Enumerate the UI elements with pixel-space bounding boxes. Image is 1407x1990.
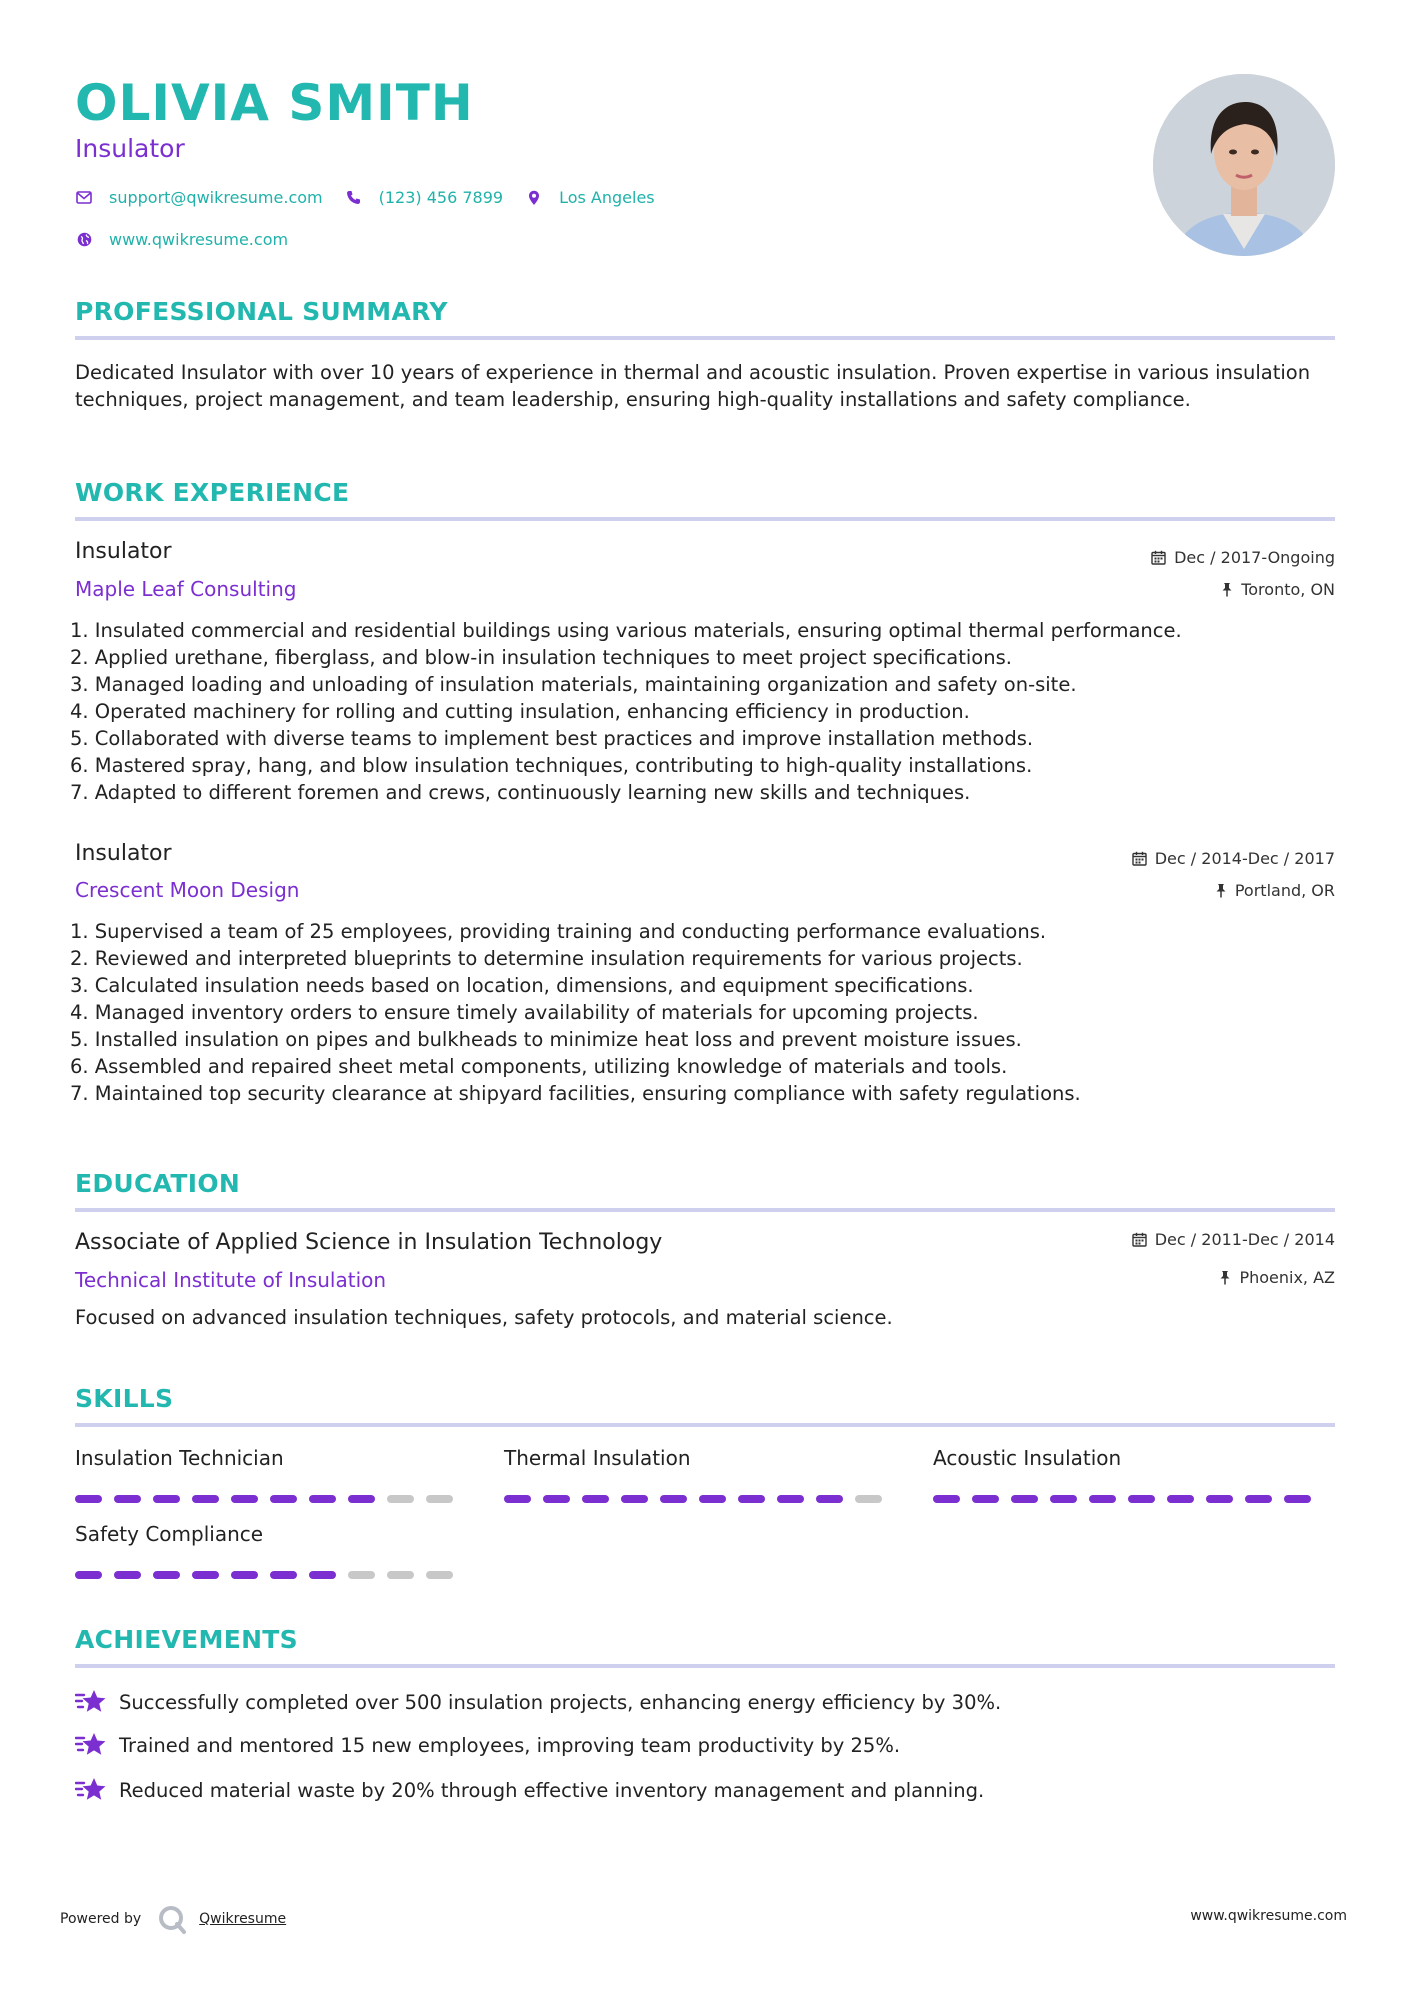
- list-item: 4. Managed inventory orders to ensure timely availability of materials for upcoming projects.: [70, 1001, 979, 1024]
- skill-segment-filled: [504, 1495, 531, 1503]
- skill-name: Safety Compliance: [75, 1522, 264, 1546]
- footer-powered-by: [60, 1904, 286, 1934]
- company-name: Maple Leaf Consulting: [75, 577, 297, 601]
- job-location: [1221, 580, 1335, 599]
- globe-icon: [75, 231, 93, 249]
- achievement-text: Successfully completed over 500 insulation projects, enhancing energy efficiency by 30%.: [119, 1690, 1002, 1714]
- pushpin-icon: [1221, 582, 1233, 597]
- calendar-icon: [1132, 851, 1147, 866]
- summary-heading: PROFESSIONAL SUMMARY: [75, 297, 448, 326]
- skill-segment-filled: [738, 1495, 765, 1503]
- achievements-divider: [75, 1664, 1335, 1668]
- job-location-text: Portland, OR: [1234, 881, 1335, 900]
- qwikresume-logo-icon: [157, 1904, 187, 1934]
- school-name: Technical Institute of Insulation: [75, 1268, 387, 1292]
- achievement-text: Reduced material waste by 20% through effective inventory management and planning.: [119, 1778, 985, 1802]
- education-dates: [1132, 1230, 1335, 1249]
- skill-segment-filled: [660, 1495, 687, 1503]
- skill-segment-filled: [699, 1495, 726, 1503]
- skill-segment-filled: [1206, 1495, 1233, 1503]
- calendar-icon: [1151, 550, 1166, 565]
- skills-divider: [75, 1423, 1335, 1427]
- skill-segment-filled: [816, 1495, 843, 1503]
- education-location: [1219, 1268, 1335, 1287]
- skill-segment-filled: [231, 1495, 258, 1503]
- skill-segment-empty: [387, 1495, 414, 1503]
- calendar-icon: [1132, 1232, 1147, 1247]
- skill-segment-filled: [933, 1495, 960, 1503]
- skills-heading: SKILLS: [75, 1384, 174, 1413]
- skill-segment-filled: [192, 1571, 219, 1579]
- degree-title: Associate of Applied Science in Insulation Technology: [75, 1230, 663, 1255]
- list-item: 5. Collaborated with diverse teams to implement best practices and improve installation methods.: [70, 727, 1034, 750]
- list-item: 4. Operated machinery for rolling and cutting insulation, enhancing efficiency in production.: [70, 700, 970, 723]
- skill-segment-filled: [777, 1495, 804, 1503]
- skill-segment-filled: [75, 1571, 102, 1579]
- skill-segment-filled: [114, 1495, 141, 1503]
- list-item: 2. Applied urethane, fiberglass, and blow-in insulation techniques to meet project specifications.: [70, 646, 1012, 669]
- achievement-text: Trained and mentored 15 new employees, improving team productivity by 25%.: [119, 1733, 901, 1757]
- job-title: Insulator: [75, 539, 172, 564]
- skill-segment-filled: [582, 1495, 609, 1503]
- email-link[interactable]: support@qwikresume.com: [109, 188, 323, 207]
- job-title: Insulator: [75, 841, 172, 866]
- skill-segment-empty: [426, 1495, 453, 1503]
- list-item: 7. Maintained top security clearance at shipyard facilities, ensuring compliance with safety regulations.: [70, 1082, 1081, 1105]
- skill-segment-filled: [972, 1495, 999, 1503]
- skill-segment-empty: [426, 1571, 453, 1579]
- achievement-item: [75, 1688, 1001, 1716]
- job-bullet-list: [70, 918, 1340, 1107]
- experience-heading: WORK EXPERIENCE: [75, 478, 350, 507]
- skill-segment-filled: [153, 1495, 180, 1503]
- star-icon: [75, 1688, 107, 1716]
- location-text: Los Angeles: [559, 188, 655, 207]
- list-item: 3. Calculated insulation needs based on location, dimensions, and equipment specifications.: [70, 974, 974, 997]
- list-item: 1. Insulated commercial and residential buildings using various materials, ensuring optimal thermal performance.: [70, 619, 1182, 642]
- skill-segment-filled: [231, 1571, 258, 1579]
- list-item: 6. Assembled and repaired sheet metal components, utilizing knowledge of materials and tools.: [70, 1055, 1008, 1078]
- education-divider: [75, 1208, 1335, 1212]
- skill-segment-filled: [543, 1495, 570, 1503]
- experience-divider: [75, 517, 1335, 521]
- skill-name: Acoustic Insulation: [933, 1446, 1122, 1470]
- skill-level-bar: [504, 1495, 894, 1503]
- achievements-heading: ACHIEVEMENTS: [75, 1625, 298, 1654]
- job-location: [1215, 881, 1335, 900]
- email-icon: [75, 189, 93, 207]
- skill-segment-empty: [387, 1571, 414, 1579]
- achievement-item: [75, 1731, 900, 1759]
- list-item: 2. Reviewed and interpreted blueprints to determine insulation requirements for various projects.: [70, 947, 1023, 970]
- pushpin-icon: [1219, 1270, 1231, 1285]
- list-item: 7. Adapted to different foremen and crews, continuously learning new skills and techniques.: [70, 781, 971, 804]
- list-item: 1. Supervised a team of 25 employees, providing training and conducting performance evaluations.: [70, 920, 1047, 943]
- skill-segment-filled: [192, 1495, 219, 1503]
- skill-segment-filled: [1128, 1495, 1155, 1503]
- skill-segment-filled: [153, 1571, 180, 1579]
- contact-row-primary: [75, 188, 677, 207]
- phone-icon: [345, 189, 363, 207]
- skill-segment-filled: [270, 1495, 297, 1503]
- skill-segment-filled: [309, 1495, 336, 1503]
- achievement-item: [75, 1776, 984, 1804]
- list-item: 5. Installed insulation on pipes and bulkheads to minimize heat loss and prevent moisture issues.: [70, 1028, 1022, 1051]
- skill-segment-filled: [75, 1495, 102, 1503]
- skill-level-bar: [75, 1571, 465, 1579]
- skill-segment-filled: [270, 1571, 297, 1579]
- job-dates: [1151, 548, 1335, 567]
- skill-name: Thermal Insulation: [504, 1446, 691, 1470]
- skill-name: Insulation Technician: [75, 1446, 284, 1470]
- skill-segment-filled: [1089, 1495, 1116, 1503]
- summary-text: Dedicated Insulator with over 10 years of experience in thermal and acoustic insulation. Proven expertise in various insulation techniques, project management, and team leadership, ensuring high-quality installations and safety compliance.: [75, 361, 1311, 411]
- job-dates-text: Dec / 2014-Dec / 2017: [1154, 849, 1335, 868]
- skill-segment-filled: [1245, 1495, 1272, 1503]
- list-item: 3. Managed loading and unloading of insulation materials, maintaining organization and safety on-site.: [70, 673, 1077, 696]
- job-dates-text: Dec / 2017-Ongoing: [1174, 548, 1335, 567]
- summary-divider: [75, 336, 1335, 340]
- powered-by-label: Powered by: [60, 1911, 142, 1927]
- education-description: Focused on advanced insulation techniques, safety protocols, and material science.: [75, 1306, 893, 1329]
- candidate-role: Insulator: [75, 134, 185, 163]
- footer-site-link[interactable]: www.qwikresume.com: [1190, 1908, 1347, 1924]
- phone-text: (123) 456 7899: [378, 188, 504, 207]
- list-item: 6. Mastered spray, hang, and blow insulation techniques, contributing to high-quality installations.: [70, 754, 1033, 777]
- education-heading: EDUCATION: [75, 1169, 241, 1198]
- skill-segment-filled: [1167, 1495, 1194, 1503]
- qwikresume-link[interactable]: Qwikresume: [199, 1911, 287, 1927]
- profile-photo: [1153, 74, 1335, 256]
- star-icon: [75, 1731, 107, 1759]
- candidate-name: OLIVIA SMITH: [75, 74, 474, 132]
- star-icon: [75, 1776, 107, 1804]
- skill-segment-filled: [348, 1495, 375, 1503]
- company-name: Crescent Moon Design: [75, 878, 300, 902]
- skill-segment-empty: [855, 1495, 882, 1503]
- skill-level-bar: [75, 1495, 465, 1503]
- education-dates-text: Dec / 2011-Dec / 2014: [1154, 1230, 1335, 1249]
- pushpin-icon: [1215, 883, 1227, 898]
- skill-segment-filled: [114, 1571, 141, 1579]
- skill-segment-filled: [1011, 1495, 1038, 1503]
- website-link[interactable]: www.qwikresume.com: [109, 230, 289, 249]
- skill-level-bar: [933, 1495, 1323, 1503]
- skill-segment-filled: [1284, 1495, 1311, 1503]
- skill-segment-filled: [621, 1495, 648, 1503]
- job-location-text: Toronto, ON: [1241, 580, 1335, 599]
- job-dates: [1132, 849, 1335, 868]
- job-bullet-list: [70, 617, 1340, 806]
- location-pin-icon: [525, 189, 543, 207]
- education-location-text: Phoenix, AZ: [1239, 1268, 1335, 1287]
- skill-segment-filled: [309, 1571, 336, 1579]
- skill-segment-filled: [1050, 1495, 1077, 1503]
- skill-segment-empty: [348, 1571, 375, 1579]
- contact-row-secondary: [75, 230, 310, 249]
